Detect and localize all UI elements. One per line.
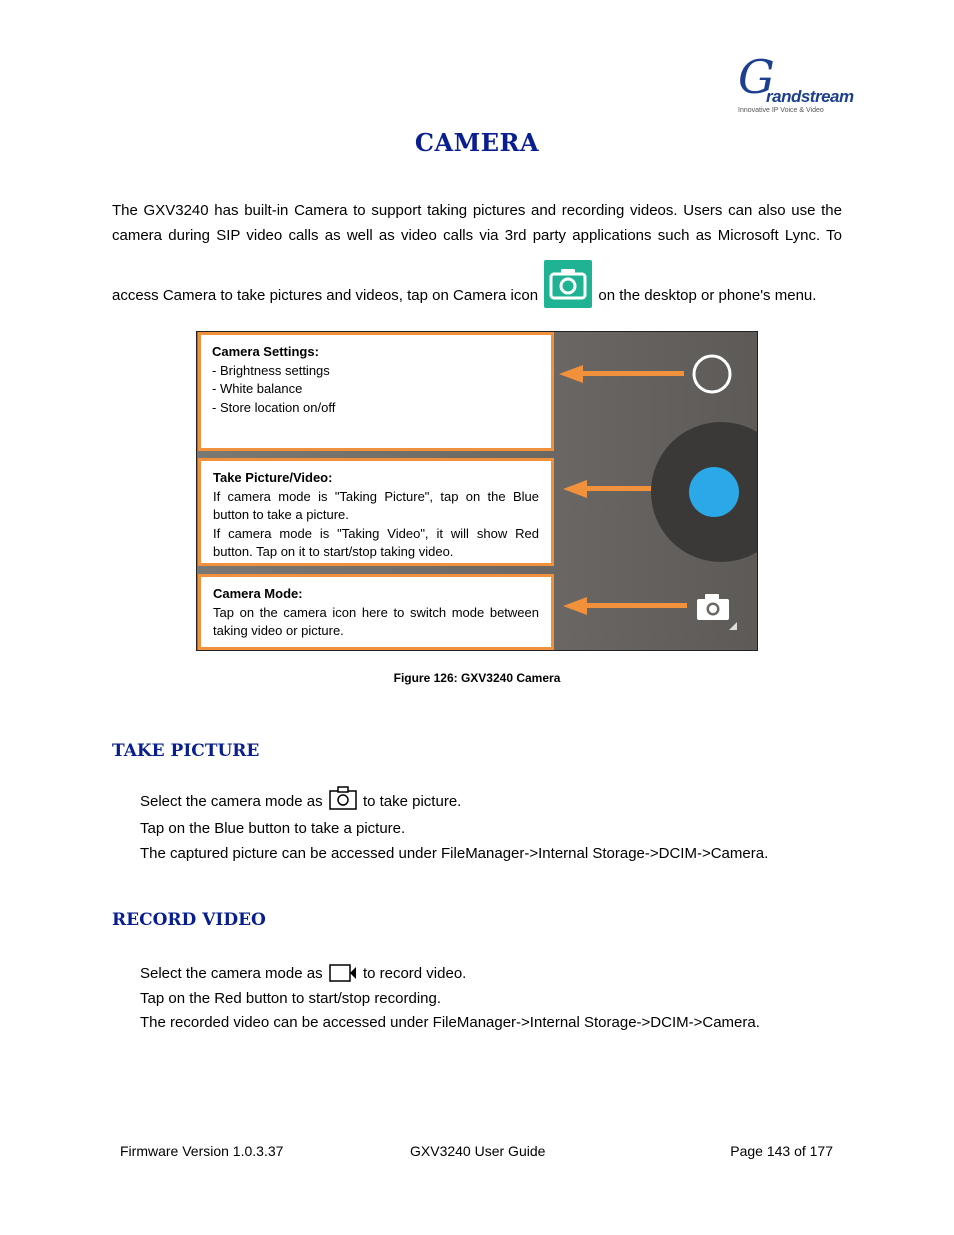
logo-tagline: Innovative IP Voice & Video bbox=[738, 107, 824, 114]
record-video-step-2: Tap on the Red button to start/stop recording. bbox=[140, 990, 442, 1007]
record-video-step-1 bbox=[140, 964, 466, 988]
callout-line: - White balance bbox=[212, 381, 303, 396]
intro-line-3-before: access Camera to take pictures and videos, tap on Camera icon bbox=[112, 287, 539, 304]
grandstream-logo bbox=[736, 50, 854, 118]
callout-line: Tap on the camera icon here to switch mode between bbox=[213, 604, 539, 620]
callout-line: If camera mode is "Taking Video", it will show Red bbox=[213, 525, 539, 541]
callout-line: taking video or picture. bbox=[213, 623, 344, 638]
record-video-step-1-after: to record video. bbox=[362, 965, 467, 982]
record-video-step-3: The recorded video can be accessed under FileManager->Internal Storage->DCIM->Camera. bbox=[140, 1014, 760, 1031]
callout-line: - Brightness settings bbox=[212, 362, 330, 378]
intro-line-3-after: on the desktop or phone's menu. bbox=[598, 287, 817, 304]
take-picture-step-2: Tap on the Blue button to take a picture. bbox=[140, 820, 406, 837]
arrow-shutter bbox=[563, 480, 651, 498]
footer-page-number: Page 143 of 177 bbox=[730, 1143, 833, 1159]
take-picture-step-1 bbox=[140, 786, 461, 816]
callout-line: - Store location on/off bbox=[212, 399, 336, 415]
logo-letter: G bbox=[738, 50, 775, 104]
figure-caption: Figure 126: GXV3240 Camera bbox=[393, 671, 561, 685]
callout-title: Camera Settings: bbox=[212, 344, 319, 359]
intro-paragraph bbox=[112, 198, 842, 308]
arrow-mode bbox=[563, 597, 687, 615]
intro-line-1: The GXV3240 has built-in Camera to support taking pictures and recording videos. Users can also use the bbox=[112, 202, 842, 219]
arrow-settings bbox=[559, 365, 684, 383]
camera-mode-icon bbox=[697, 594, 737, 630]
callout-line: button. Tap on it to start/stop taking video. bbox=[213, 544, 454, 559]
camera-screenshot-figure bbox=[196, 331, 758, 651]
video-mode-icon bbox=[329, 964, 357, 988]
record-video-step-1-before: Select the camera mode as bbox=[140, 965, 323, 982]
callout-line: If camera mode is "Taking Picture", tap on the Blue bbox=[213, 488, 539, 504]
take-picture-step-3: The captured picture can be accessed under FileManager->Internal Storage->DCIM->Camera. bbox=[140, 845, 769, 862]
take-picture-heading: TAKE PICTURE bbox=[112, 741, 260, 761]
footer-guide-title: GXV3240 User Guide bbox=[410, 1143, 546, 1159]
take-picture-step-1-before: Select the camera mode as bbox=[140, 793, 323, 810]
footer-firmware: Firmware Version 1.0.3.37 bbox=[120, 1143, 284, 1159]
settings-ring-icon bbox=[694, 356, 730, 392]
take-picture-step-1-after: to take picture. bbox=[362, 793, 462, 810]
callout-title: Take Picture/Video: bbox=[213, 470, 333, 485]
figure-controls bbox=[197, 332, 758, 651]
logo-wordmark: randstream bbox=[766, 87, 854, 106]
record-video-heading: RECORD VIDEO bbox=[112, 910, 266, 930]
shutter-button bbox=[689, 467, 739, 517]
intro-line-2: camera during SIP video calls as well as video calls via 3rd party applications such as Microsoft Lync. To bbox=[112, 227, 842, 244]
camera-app-icon bbox=[544, 260, 592, 308]
callout-line: button to take a picture. bbox=[213, 507, 349, 522]
page-title: CAMERA bbox=[414, 128, 540, 157]
photo-mode-icon bbox=[329, 786, 357, 816]
intro-line-3 bbox=[112, 260, 842, 308]
callout-title: Camera Mode: bbox=[213, 586, 303, 601]
